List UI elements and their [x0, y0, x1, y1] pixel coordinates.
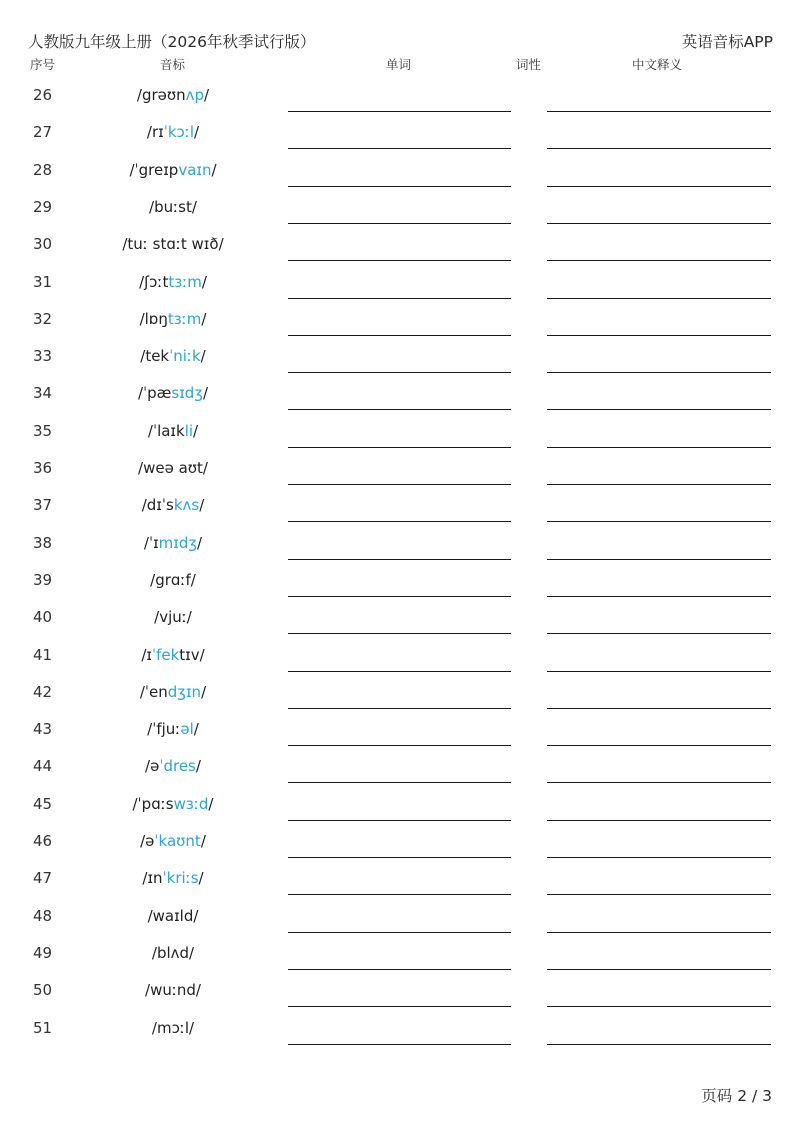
- word-answer-line: [288, 484, 511, 485]
- phonetic-part: /: [200, 347, 206, 366]
- row-number: 34: [33, 384, 53, 403]
- phonetic-part: /: [199, 496, 205, 515]
- phonetic-part: /ˈlaɪk: [147, 421, 185, 440]
- phonetic-transcription: [98, 534, 248, 552]
- phonetic-part: /waɪld/: [147, 906, 199, 925]
- phonetic-transcription: [98, 496, 248, 514]
- phonetic-transcription: [98, 273, 248, 291]
- meaning-answer-line: [547, 1044, 771, 1045]
- word-answer-line: [288, 857, 511, 858]
- phonetic-stressed-part: dʒɪn: [167, 682, 202, 701]
- word-answer-line: [288, 671, 511, 672]
- table-row: [0, 459, 800, 496]
- table-row: [0, 571, 800, 608]
- phonetic-stressed-part: sɪdʒ: [171, 384, 203, 403]
- phonetic-transcription: [98, 944, 248, 962]
- table-row: [0, 1019, 800, 1056]
- phonetic-part: /tuː stɑːt wɪð/: [122, 235, 224, 254]
- phonetic-stressed-part: əl: [180, 720, 194, 739]
- row-number: 51: [33, 1018, 53, 1037]
- phonetic-transcription: [98, 1019, 248, 1037]
- row-number: 42: [33, 682, 53, 701]
- phonetic-stressed-part: wɜːd: [173, 794, 209, 813]
- phonetic-part: /: [201, 682, 207, 701]
- phonetic-part: /tek: [140, 347, 170, 366]
- phonetic-transcription: [98, 422, 248, 440]
- phonetic-stressed-part: ˈkɔːl: [163, 123, 194, 142]
- phonetic-stressed-part: mɪdʒ: [158, 533, 198, 552]
- phonetic-part: /ˈpæ: [137, 384, 172, 403]
- phonetic-part: /: [193, 720, 199, 739]
- phonetic-part: /: [200, 832, 206, 850]
- phonetic-part: /: [211, 160, 217, 179]
- word-answer-line: [288, 782, 511, 783]
- word-answer-line: [288, 820, 511, 821]
- row-number: 35: [33, 421, 53, 440]
- phonetic-stressed-part: ˈkriːs: [162, 869, 199, 888]
- table-row: [0, 235, 800, 272]
- phonetic-transcription: [98, 347, 248, 365]
- word-answer-line: [288, 409, 511, 410]
- phonetic-stressed-part: ˈfek: [151, 645, 180, 664]
- meaning-answer-line: [547, 932, 771, 933]
- phonetic-part: /wuːnd/: [145, 981, 201, 1000]
- meaning-answer-line: [547, 260, 771, 261]
- table-row: [0, 646, 800, 683]
- table-row: [0, 944, 800, 981]
- word-answer-line: [288, 521, 511, 522]
- phonetic-part: /: [198, 869, 204, 888]
- table-row: [0, 273, 800, 310]
- meaning-answer-line: [547, 633, 771, 634]
- word-answer-line: [288, 745, 511, 746]
- phonetic-part: /: [193, 421, 199, 440]
- word-answer-line: [288, 298, 511, 299]
- phonetic-part: /: [204, 86, 210, 104]
- row-number: 26: [33, 86, 53, 104]
- meaning-answer-line: [547, 372, 771, 373]
- row-number: 39: [33, 570, 53, 589]
- app-name: 英语音标APP: [681, 33, 773, 51]
- phonetic-part: /ə: [140, 832, 155, 850]
- row-number: 50: [33, 981, 53, 1000]
- row-number: 37: [33, 496, 53, 515]
- word-answer-line: [288, 335, 511, 336]
- word-answer-line: [288, 559, 511, 560]
- row-number: 43: [33, 720, 53, 739]
- phonetic-transcription: [98, 720, 248, 738]
- phonetic-part: /: [201, 309, 207, 328]
- meaning-answer-line: [547, 484, 771, 485]
- table-row: [0, 86, 800, 123]
- row-number: 29: [33, 197, 53, 216]
- phonetic-transcription: [98, 161, 248, 179]
- meaning-answer-line: [547, 782, 771, 783]
- meaning-answer-line: [547, 409, 771, 410]
- phonetic-part: /: [201, 272, 207, 291]
- phonetic-part: /: [194, 123, 200, 142]
- column-header-phonetic: 音标: [160, 57, 186, 72]
- phonetic-transcription: [98, 795, 248, 813]
- row-number: 38: [33, 533, 53, 552]
- phonetic-part: /buːst/: [149, 197, 197, 216]
- meaning-answer-line: [547, 447, 771, 448]
- row-number: 33: [33, 347, 53, 366]
- phonetic-stressed-part: tɜːm: [168, 272, 202, 291]
- phonetic-transcription: [98, 832, 248, 850]
- table-row: [0, 422, 800, 459]
- phonetic-part: /vjuː/: [154, 608, 192, 627]
- phonetic-part: /lɒŋ: [139, 309, 168, 328]
- word-answer-line: [288, 1044, 511, 1045]
- phonetic-part: /dɪˈs: [141, 496, 174, 515]
- meaning-answer-line: [547, 521, 771, 522]
- table-row: [0, 907, 800, 944]
- phonetic-transcription: [98, 981, 248, 999]
- phonetic-transcription: [98, 198, 248, 216]
- meaning-answer-line: [547, 894, 771, 895]
- phonetic-transcription: [98, 869, 248, 887]
- row-number: 41: [33, 645, 53, 664]
- row-number: 40: [33, 608, 53, 627]
- phonetic-transcription: [98, 646, 248, 664]
- phonetic-part: /grɑːf/: [150, 570, 196, 589]
- meaning-answer-line: [547, 335, 771, 336]
- phonetic-transcription: [98, 86, 248, 104]
- word-answer-line: [288, 260, 511, 261]
- phonetic-transcription: [98, 571, 248, 589]
- meaning-answer-line: [547, 671, 771, 672]
- header-title: 人教版九年级上册（2026年秋季试行版）: [28, 33, 316, 51]
- meaning-answer-line: [547, 111, 771, 112]
- phonetic-part: /: [195, 757, 201, 776]
- row-number: 31: [33, 272, 53, 291]
- phonetic-part: /: [202, 384, 209, 403]
- phonetic-part: /: [208, 794, 214, 813]
- meaning-answer-line: [547, 186, 771, 187]
- row-number: 27: [33, 123, 53, 142]
- phonetic-part: /blʌd/: [151, 943, 195, 962]
- phonetic-transcription: [98, 459, 248, 477]
- phonetic-transcription: [98, 384, 248, 402]
- row-number: 47: [33, 869, 53, 888]
- phonetic-stressed-part: li: [184, 421, 194, 440]
- phonetic-transcription: [98, 235, 248, 253]
- meaning-answer-line: [547, 298, 771, 299]
- meaning-answer-line: [547, 969, 771, 970]
- table-row: [0, 310, 800, 347]
- word-answer-line: [288, 223, 511, 224]
- table-row: [0, 795, 800, 832]
- phonetic-part: /ˈen: [139, 682, 168, 701]
- column-header-pos: 词性: [516, 57, 542, 72]
- row-number: 30: [33, 235, 53, 254]
- meaning-answer-line: [547, 857, 771, 858]
- table-row: [0, 608, 800, 645]
- word-answer-line: [288, 1006, 511, 1007]
- word-answer-line: [288, 447, 511, 448]
- word-answer-line: [288, 111, 511, 112]
- word-answer-line: [288, 596, 511, 597]
- table-row: [0, 496, 800, 533]
- meaning-answer-line: [547, 223, 771, 224]
- row-number: 28: [33, 160, 53, 179]
- table-row: [0, 198, 800, 235]
- meaning-answer-line: [547, 596, 771, 597]
- phonetic-stressed-part: tɜːm: [167, 309, 202, 328]
- phonetic-transcription: [98, 907, 248, 925]
- table-row: [0, 123, 800, 160]
- phonetic-part: /ə: [145, 757, 160, 776]
- phonetic-part: /ɪ: [141, 645, 152, 664]
- phonetic-part: /mɔːl/: [151, 1018, 195, 1037]
- table-row: [0, 683, 800, 720]
- row-number: 46: [33, 832, 53, 850]
- row-number: 45: [33, 794, 53, 813]
- phonetic-transcription: [98, 123, 248, 141]
- phonetic-stressed-part: kʌs: [173, 496, 200, 515]
- phonetic-transcription: [98, 608, 248, 626]
- meaning-answer-line: [547, 559, 771, 560]
- table-row: [0, 869, 800, 906]
- table-row: [0, 534, 800, 571]
- column-header-word: 单词: [386, 57, 412, 72]
- phonetic-stressed-part: ˈdres: [159, 757, 196, 776]
- column-header-meaning: 中文释义: [632, 57, 683, 72]
- phonetic-part: /ˈpɑːs: [132, 794, 174, 813]
- row-number: 48: [33, 906, 53, 925]
- phonetic-part: /ɪn: [142, 869, 163, 888]
- table-row: [0, 832, 800, 869]
- phonetic-part: /ˈgreɪp: [129, 160, 179, 179]
- phonetic-stressed-part: ˈniːk: [169, 347, 201, 366]
- phonetic-stressed-part: vaɪn: [178, 160, 212, 179]
- word-answer-line: [288, 894, 511, 895]
- phonetic-transcription: [98, 757, 248, 775]
- column-header-number: 序号: [30, 57, 56, 72]
- row-number: 44: [33, 757, 53, 776]
- meaning-answer-line: [547, 1006, 771, 1007]
- table-row: [0, 384, 800, 421]
- phonetic-transcription: [98, 683, 248, 701]
- word-answer-line: [288, 148, 511, 149]
- table-row: [0, 757, 800, 794]
- meaning-answer-line: [547, 708, 771, 709]
- meaning-answer-line: [547, 148, 771, 149]
- meaning-answer-line: [547, 820, 771, 821]
- word-answer-line: [288, 372, 511, 373]
- word-answer-line: [288, 633, 511, 634]
- word-answer-line: [288, 969, 511, 970]
- phonetic-stressed-part: ˈkaʊnt: [154, 832, 201, 850]
- table-row: [0, 981, 800, 1018]
- row-number: 49: [33, 943, 53, 962]
- phonetic-part: tɪv/: [179, 645, 205, 664]
- word-answer-line: [288, 186, 511, 187]
- phonetic-part: /grəʊn: [136, 86, 186, 104]
- phonetic-part: /ˈfjuː: [147, 720, 181, 739]
- page-number: 页码 2 / 3: [701, 1087, 772, 1105]
- phonetic-part: /: [197, 533, 203, 552]
- table-row: [0, 347, 800, 384]
- row-number: 36: [33, 459, 53, 477]
- phonetic-part: /ˈɪ: [143, 533, 159, 552]
- word-answer-line: [288, 708, 511, 709]
- phonetic-part: /rɪ: [146, 123, 164, 142]
- word-answer-line: [288, 932, 511, 933]
- phonetic-part: /weə aʊt/: [138, 459, 208, 477]
- phonetic-transcription: [98, 310, 248, 328]
- row-number: 32: [33, 309, 53, 328]
- table-row: [0, 720, 800, 757]
- phonetic-part: /ʃɔːt: [139, 272, 169, 291]
- phonetic-stressed-part: ʌp: [185, 86, 205, 104]
- table-row: [0, 161, 800, 198]
- meaning-answer-line: [547, 745, 771, 746]
